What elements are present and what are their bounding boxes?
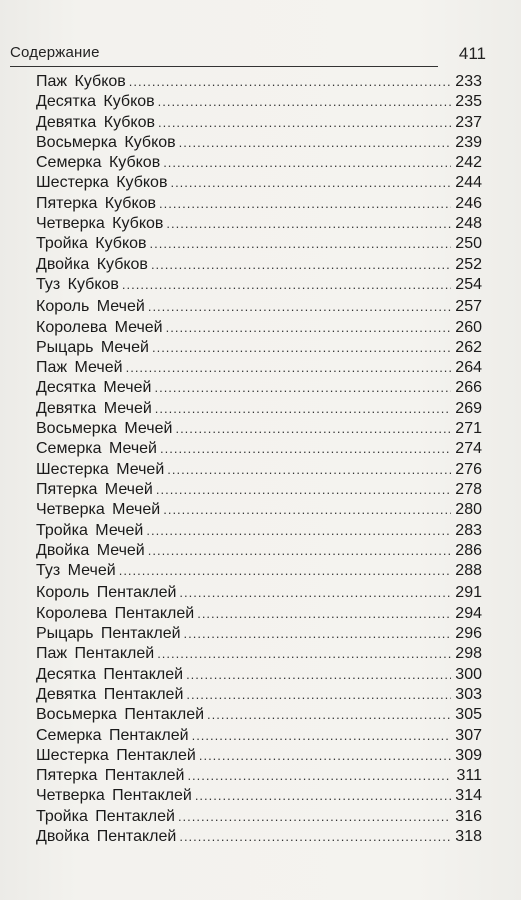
toc-entry-page-number: 244 [455,174,482,192]
toc-entry [36,297,482,317]
toc-entry-title: Рыцарь Мечей [36,338,149,356]
toc-entry-page-number: 316 [455,807,482,825]
dot-leader [166,318,451,338]
toc-entry-page-number: 276 [455,460,482,478]
toc-entry [36,194,482,214]
dot-leader [175,419,451,439]
dot-leader [184,624,451,644]
toc-section [36,583,482,847]
dot-leader [122,275,451,295]
toc-entry-page-number: 311 [456,767,482,785]
toc-entry [36,705,482,725]
dot-leader [158,113,451,133]
toc-entry-page-number: 271 [455,420,482,438]
dot-leader [207,705,451,725]
dot-leader [192,726,451,746]
dot-leader [119,561,451,581]
dot-leader [146,521,451,541]
toc-entry-title: Двойка Кубков [36,255,148,273]
toc-entry-page-number: 278 [455,480,482,498]
dot-leader [158,92,451,112]
toc-entry [36,500,482,520]
toc-entry-page-number: 264 [455,359,482,377]
toc-entry-page-number: 237 [455,113,482,131]
toc-entry-title: Пятерка Пентаклей [36,767,185,785]
toc-entry [36,338,482,358]
page-number: 411 [458,44,486,63]
toc-entry [36,786,482,806]
dot-leader [129,72,451,92]
toc-entry-title: Восьмерка Мечей [36,420,173,438]
toc-entry-title: Десятка Пентаклей [36,665,184,683]
toc-entry-page-number: 246 [455,194,482,212]
running-head [10,44,486,66]
toc-entry-title: Тройка Кубков [36,235,147,253]
toc-entry-page-number: 257 [455,298,482,316]
toc-entry [36,460,482,480]
dot-leader [154,378,451,398]
toc-entry [36,133,482,153]
toc-entry [36,378,482,398]
toc-entry-title: Четверка Кубков [36,215,164,233]
toc-entry-title: Король Пентаклей [36,584,177,602]
toc-entry-page-number: 283 [455,521,482,539]
toc-entry-title: Десятка Мечей [36,379,152,397]
toc-entry-page-number: 307 [455,726,482,744]
toc-section [36,72,482,295]
toc-entry [36,604,482,624]
dot-leader [157,644,451,664]
toc-entry-title: Тройка Пентаклей [36,807,175,825]
toc-entry [36,480,482,500]
toc-entry-title: Восьмерка Кубков [36,133,176,151]
toc-entry [36,807,482,827]
dot-leader [186,685,451,705]
toc-entry-page-number: 300 [455,665,482,683]
toc-entry [36,521,482,541]
toc-entry-page-number: 296 [455,625,482,643]
toc-entry-title: Рыцарь Пентаклей [36,625,181,643]
toc-entry-title: Восьмерка Пентаклей [36,706,205,724]
toc-entry-title: Десятка Кубков [36,93,155,111]
toc-entry [36,399,482,419]
toc-entry-title: Паж Мечей [36,359,123,377]
toc-entry [36,318,482,338]
toc-entry-title: Девятка Кубков [36,113,155,131]
toc-entry-title: Пятерка Мечей [36,480,153,498]
dot-leader [179,827,451,847]
toc-entry [36,275,482,295]
dot-leader [148,541,451,561]
toc-entry [36,541,482,561]
toc-entry-page-number: 233 [455,73,482,90]
dot-leader [186,665,451,685]
dot-leader [152,338,451,358]
toc-entry-title: Шестерка Мечей [36,460,165,478]
header-rule [10,66,438,67]
toc-entry-page-number: 252 [455,255,482,273]
toc-entry-page-number: 305 [455,706,482,724]
toc-entry [36,644,482,664]
toc-entry [36,624,482,644]
dot-leader [155,399,451,419]
toc-entry [36,583,482,603]
toc-entry [36,685,482,705]
toc-entry-title: Семерка Мечей [36,440,157,458]
dot-leader [179,583,451,603]
toc-entry-page-number: 298 [455,645,482,663]
toc-entry-title: Двойка Пентаклей [36,827,177,845]
toc-entry-title: Шестерка Пентаклей [36,746,196,764]
toc-entry-title: Четверка Пентаклей [36,787,192,805]
toc-entry-page-number: 314 [455,787,482,805]
toc-entry [36,113,482,133]
toc-entry-title: Королева Мечей [36,318,163,336]
toc-entry [36,92,482,112]
toc-entry-title: Королева Пентаклей [36,604,195,622]
toc-entry-title: Двойка Мечей [36,541,145,559]
toc-entry-page-number: 280 [455,501,482,519]
toc-entry-page-number: 288 [455,562,482,580]
toc-entry [36,234,482,254]
toc-entry [36,72,482,92]
toc-entry-page-number: 294 [455,604,482,622]
toc-entry-title: Пятерка Кубков [36,194,157,212]
toc-entry-page-number: 250 [455,235,482,253]
toc-entry-page-number: 239 [455,133,482,151]
toc-entry [36,665,482,685]
toc-entry [36,173,482,193]
dot-leader [166,214,451,234]
table-of-contents [36,72,482,847]
toc-entry-title: Семерка Кубков [36,154,161,172]
toc-entry [36,439,482,459]
toc-entry-title: Туз Мечей [36,562,116,580]
toc-entry [36,153,482,173]
toc-entry-page-number: 269 [455,399,482,417]
toc-entry-title: Девятка Пентаклей [36,685,184,703]
toc-entry-page-number: 266 [455,379,482,397]
toc-entry-page-number: 286 [455,541,482,559]
dot-leader [150,234,451,254]
toc-entry [36,214,482,234]
toc-entry [36,746,482,766]
toc-entry [36,419,482,439]
toc-entry-page-number: 303 [455,685,482,703]
toc-entry-title: Туз Кубков [36,275,119,293]
toc-entry-page-number: 291 [455,584,482,602]
dot-leader [179,133,451,153]
toc-entry-page-number: 274 [455,440,482,458]
dot-leader [195,786,451,806]
dot-leader [159,194,451,214]
toc-entry-page-number: 318 [455,827,482,845]
dot-leader [170,173,451,193]
dot-leader [199,746,451,766]
toc-entry-page-number: 309 [455,746,482,764]
toc-entry-page-number: 262 [455,338,482,356]
dot-leader [163,153,451,173]
toc-entry-page-number: 254 [455,275,482,293]
dot-leader [160,439,451,459]
toc-entry-page-number: 235 [455,93,482,111]
toc-entry [36,255,482,275]
toc-section [36,297,482,581]
toc-entry-title: Шестерка Кубков [36,174,168,192]
toc-entry-title: Паж Кубков [36,73,126,90]
toc-entry-title: Паж Пентаклей [36,645,155,663]
dot-leader [148,297,451,317]
toc-entry-title: Девятка Мечей [36,399,152,417]
toc-entry-title: Король Мечей [36,298,145,316]
toc-entry-page-number: 260 [455,318,482,336]
toc-entry [36,358,482,378]
running-title: Содержание [10,44,100,61]
toc-entry [36,561,482,581]
toc-entry [36,766,482,786]
dot-leader [163,500,451,520]
dot-leader [178,807,451,827]
dot-leader [167,460,451,480]
toc-entry-title: Четверка Мечей [36,501,161,519]
dot-leader [156,480,451,500]
dot-leader [126,358,451,378]
toc-entry-title: Тройка Мечей [36,521,144,539]
toc-entry-page-number: 242 [455,154,482,172]
dot-leader [197,604,451,624]
toc-entry-page-number: 248 [455,215,482,233]
toc-entry [36,827,482,847]
dot-leader [187,766,451,786]
toc-entry [36,726,482,746]
toc-entry-title: Семерка Пентаклей [36,726,189,744]
dot-leader [151,255,451,275]
